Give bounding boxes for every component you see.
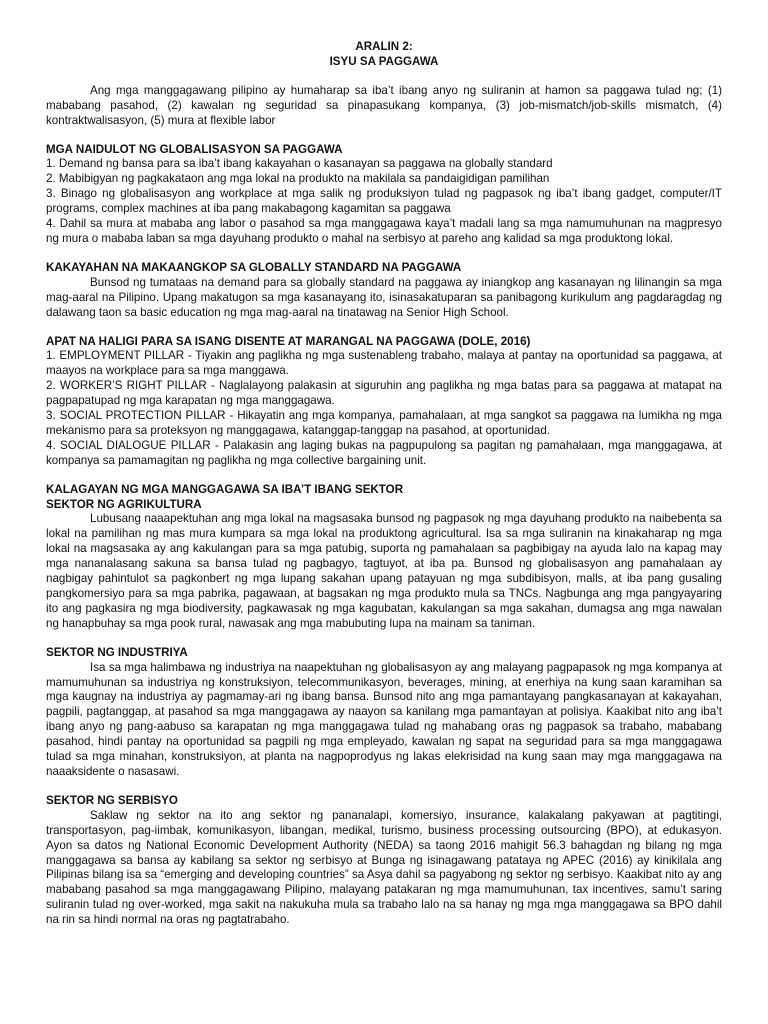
globalisasyon-item: 3. Binago ng globalisasyon ang workplace at mga salik ng produksiyon tulad ng pagpasok ng iba’t ibang gadget, computer/IT programs, complex machines at iba pang makabagong kagamitan sa paggawa: [46, 187, 722, 216]
haligi-item: 2. WORKER’S RIGHT PILLAR - Naglalayong palakasin at siguruhin ang paglikha ng mga batas para sa paggawa at matapat na pagpapatupad ng mga karapatan ng mga manggagawa.: [46, 379, 722, 408]
globalisasyon-heading: MGA NAIDULOT NG GLOBALISASYON SA PAGGAWA: [46, 142, 343, 156]
globalisasyon-item: 4. Dahil sa mura at mababa ang labor o pasahod sa mga manggagawa kaya’t madali lang sa mga namumuhunan na magpresyo ng mura o mababa laban sa mga dayuhang produkto o mahal na serbisyo at pareho ang kalidad sa mga produktong lokal.: [46, 217, 722, 245]
haligi-section: [46, 335, 722, 469]
kakayahan-heading: KAKAYAHAN NA MAKAANGKOP SA GLOBALLY STANDARD NA PAGGAWA: [46, 260, 462, 274]
industriya-heading: SEKTOR NG INDUSTRIYA: [46, 645, 188, 659]
industriya-section: [46, 646, 722, 780]
agrikultura-paragraph: Lubusang naaapektuhan ang mga lokal na magsasaka bunsod ng pagpasok ng mga dayuhang produkto na naibebenta sa lokal na pamilihan ng mas mura kumpara sa mga lokal na produktong agricultural. Isa sa mga suliranin na kinakaharap ng mga lokal na magsasaka ay ang kakulangan para sa mga patubig, suporta ng pamahalaan sa pagbibigay na ayuda lalo na kapag may mga nananalasang sakuna sa bansa tulad ng pagbagyo, tagtuyot, at iba pa. Bunsod ng globalisasyon ang pamahalaan ay nagbigay pahintulot sa pagkonbert ng mga lupang sakahan upang patayuan ng mga subdibisyon, malls, at iba pang gusaling pangkomersiyo para sa mga pabrika, pagawaan, at bagsakan ng mga produkto mula sa TNCs. Nagbunga ang mga pangyayaring ito ang pagkasira ng mga biodiversity, pagkawasak ng mga kagubatan, kakulangan sa mga sakahan, dumagsa ang mga nawalan ng hanapbuhay sa mga pook rural, nawasak ang mga mabubuting lupa na mainam sa taniman.: [46, 512, 722, 630]
globalisasyon-item: 1. Demand ng bansa para sa iba’t ibang kakayahan o kasanayan sa paggawa na globally standard: [46, 157, 553, 171]
haligi-item: 3. SOCIAL PROTECTION PILLAR - Hikayatin ang mga kompanya, pamahalaan, at mga sangkot sa paggawa na lumikha ng mga mekanismo para sa proteksyon ng manggagawa, katanggap-tanggap na pasahod, at oportunidad.: [46, 409, 722, 437]
kalagayan-heading: KALAGAYAN NG MGA MANGGAGAWA SA IBA’T IBANG SEKTOR: [46, 482, 404, 496]
industriya-paragraph: Isa sa mga halimbawa ng industriya na naapektuhan ng globalisasyon ay ang malayang pagpapasok ng mga kompanya at mamumuhunan sa industriya ng konstruksiyon, telecommunikasyon, beverages, mining, at enerhiya na kung saan karamihan sa mga kaugnay na industriya ay pagmamay-ari ng ibang bansa. Bunsod nito ang mga pamantayang pangkasanayan at kakayahan, pagpili, pagtanggap, at pasahod sa mga manggagawa ay naayon sa kanilang mga pamantayan at polisiya. Kaakibat nito ang iba’t ibang anyo ng pang-aabuso sa karapatan ng mga manggagawa tulad ng mahabang oras ng pagpasok sa trabaho, mababang pasahod, hindi pantay na oportunidad sa pagpili ng mga empleyado, kawalan ng sapat na seguridad para sa mga manggagawa tulad sa mga minahan, konstruksiyon, at planta na nagpoprodyus ng lakas elekrisidad na kung saan may mga manggagawa na naaaksidente o nasasawi.: [46, 660, 722, 778]
kakayahan-section: [46, 261, 722, 321]
lesson-number: ARALIN 2:: [355, 40, 413, 53]
serbisyo-section: [46, 794, 722, 928]
haligi-heading: APAT NA HALIGI PARA SA ISANG DISENTE AT MARANGAL NA PAGGAWA (DOLE, 2016): [46, 334, 531, 348]
kakayahan-paragraph: Bunsod ng tumataas na demand para sa globally standard na paggawa ay iniangkop ang kasanayan ng lilinangin sa mga mag-aaral na Pilipino. Upang makatugon sa mga kasanayang ito, isinasakatuparan sa panibagong kurikulum ang pagdaragdag ng dalawang taon sa basic education ng mga mag-aaral na tinatawag na Senior High School.: [46, 275, 722, 319]
serbisyo-paragraph: Saklaw ng sektor na ito ang sektor ng pananalapi, komersiyo, insurance, kalakalang pakyawan at pagtitingi, transportasyon, pag-iimbak, komunikasyon, libangan, medikal, turismo, business processing outsourcing (BPO), at edukasyon. Ayon sa datos ng National Economic Development Authority (NEDA) sa taong 2016 mahigit 56.3 bahagdan ng bilang ng mga manggagawa sa bansa ay kabilang sa sektor ng serbisyo at Bunga ng isinagawang patataya ng APEC (2016) ay kinikilala ang Pilipinas bilang isa sa “emerging and developing countries” sa Asya dahil sa pagyabong ng sektor ng serbisyo. Kaakibat nito ay ang mababang pasahod sa mga manggagawang Pilipino, malayang patakaran ng mga mamumuhunan, tax incentives, samu’t saring suliranin tulad ng over-worked, mga sakit na nakukuha mula sa trabaho lalo na sa hanay ng mga mga manggagawa sa BPO dahil na rin sa hindi normal na oras ng pagtatrabaho.: [46, 808, 722, 927]
kalagayan-section: [46, 483, 722, 632]
globalisasyon-item: 2. Mabibigyan ng pagkakataon ang mga lokal na produkto na makilala sa pandaigidigan pamilihan: [46, 172, 550, 186]
globalisasyon-section: [46, 143, 722, 247]
lesson-title: ISYU SA PAGGAWA: [329, 54, 439, 68]
agrikultura-heading: SEKTOR NG AGRIKULTURA: [46, 497, 202, 511]
intro-paragraph: Ang mga manggagawang pilipino ay humaharap sa iba’t ibang anyo ng suliranin at hamon sa paggawa tulad ng; (1) mababang pasahod, (2) kawalan ng seguridad sa pinapasukang kompanya, (3) job-mismatch/job-skills mismatch, (4) kontraktwalisasyon, (5) mura at flexible labor: [46, 83, 722, 127]
haligi-item: 1. EMPLOYMENT PILLAR - Tiyakin ang paglikha ng mga sustenableng trabaho, malaya at pantay na oportunidad sa paggawa, at maayos na workplace para sa mga manggawa.: [46, 349, 722, 378]
serbisyo-heading: SEKTOR NG SERBISYO: [46, 793, 178, 807]
haligi-item: 4. SOCIAL DIALOGUE PILLAR - Palakasin ang laging bukas na pagpupulong sa pagitan ng pamahalaan, mga manggagawa, at kompanya sa pamamagitan ng paglikha ng mga collective bargaining unit.: [46, 438, 722, 467]
